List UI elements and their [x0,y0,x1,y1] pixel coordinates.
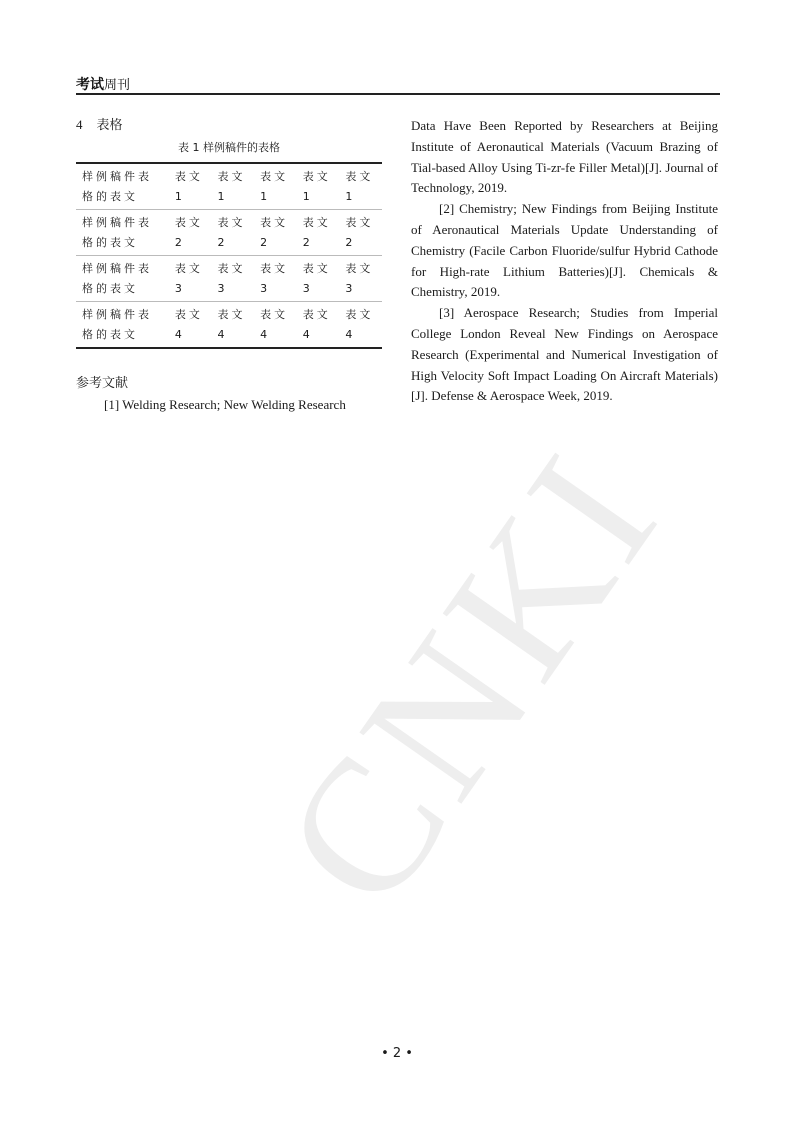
table-row-label: 样例稿件表格的表文 [82,170,152,203]
table-cell: 表文3 [254,256,297,302]
right-column [411,116,718,407]
reference-1-start: [1] Welding Research; New Welding Research [104,397,346,412]
table-caption: 表 1 样例稿件的表格 [178,141,280,154]
journal-name-bold: 考试 [76,77,104,93]
table-cell: 表文3 [297,256,340,302]
table-cell: 表文1 [217,170,246,203]
table-cell: 表文3 [212,256,255,302]
table-cell: 表文4 [169,302,212,349]
table-cell: 表文1 [345,170,374,203]
section-heading [76,116,382,134]
table-cell: 表文1 [302,170,331,203]
table-cell: 表文4 [254,302,297,349]
section-number: 4 [76,117,83,132]
table-row [76,302,382,349]
page-number: • 2 • [381,1046,413,1061]
table-row [76,210,382,256]
sample-table [76,162,382,349]
table-row-label: 样例稿件表格的表文 [76,210,169,256]
table-cell: 表文1 [174,170,203,203]
table-cell: 表文4 [297,302,340,349]
reference-2: [2] Chemistry; New Findings from Beijing Institute of Aeronautical Materials Update Understanding of Chemistry (Facile Carbon Fluoride/sulfur Hybrid Cathode for High-rate Lithium Batteries)[J]. Chemicals & Chemistry, 2019. [411,201,718,300]
table-cell: 表文1 [260,170,289,203]
table-cell: 表文2 [297,210,340,256]
reference-1-continued: Data Have Been Reported by Researchers at Beijing Institute of Aeronautical Materials (Vacuum Brazing of Tial-based Alloy Using Ti-zr-fe Filler Metal)[J]. Journal of Technology, 2019. [411,118,718,196]
table-cell: 表文3 [339,256,382,302]
table-cell: 表文2 [169,210,212,256]
table-row-label: 样例稿件表格的表文 [76,256,169,302]
journal-name-rest: 周刊 [104,78,131,93]
header-rule [76,93,720,95]
table-cell: 表文3 [169,256,212,302]
section-title: 表格 [96,118,123,133]
table-cell: 表文2 [254,210,297,256]
table-cell: 表文2 [212,210,255,256]
journal-header [76,74,130,94]
reference-3: [3] Aerospace Research; Studies from Imperial College London Reveal New Findings on Aerospace Research (Experimental and Numerical Investigation of High Velocity Soft Impact Loading On Aircraft Materials)[J]. Defense & Aerospace Week, 2019. [411,305,718,404]
table-cell: 表文2 [339,210,382,256]
left-column [76,116,382,416]
table-row [76,163,382,210]
references-heading: 参考文献 [76,376,129,391]
table-cell: 表文4 [212,302,255,349]
cnki-watermark: CNKI [243,415,701,943]
table-row-label: 样例稿件表格的表文 [76,302,169,349]
table-cell: 表文4 [339,302,382,349]
table-row [76,256,382,302]
